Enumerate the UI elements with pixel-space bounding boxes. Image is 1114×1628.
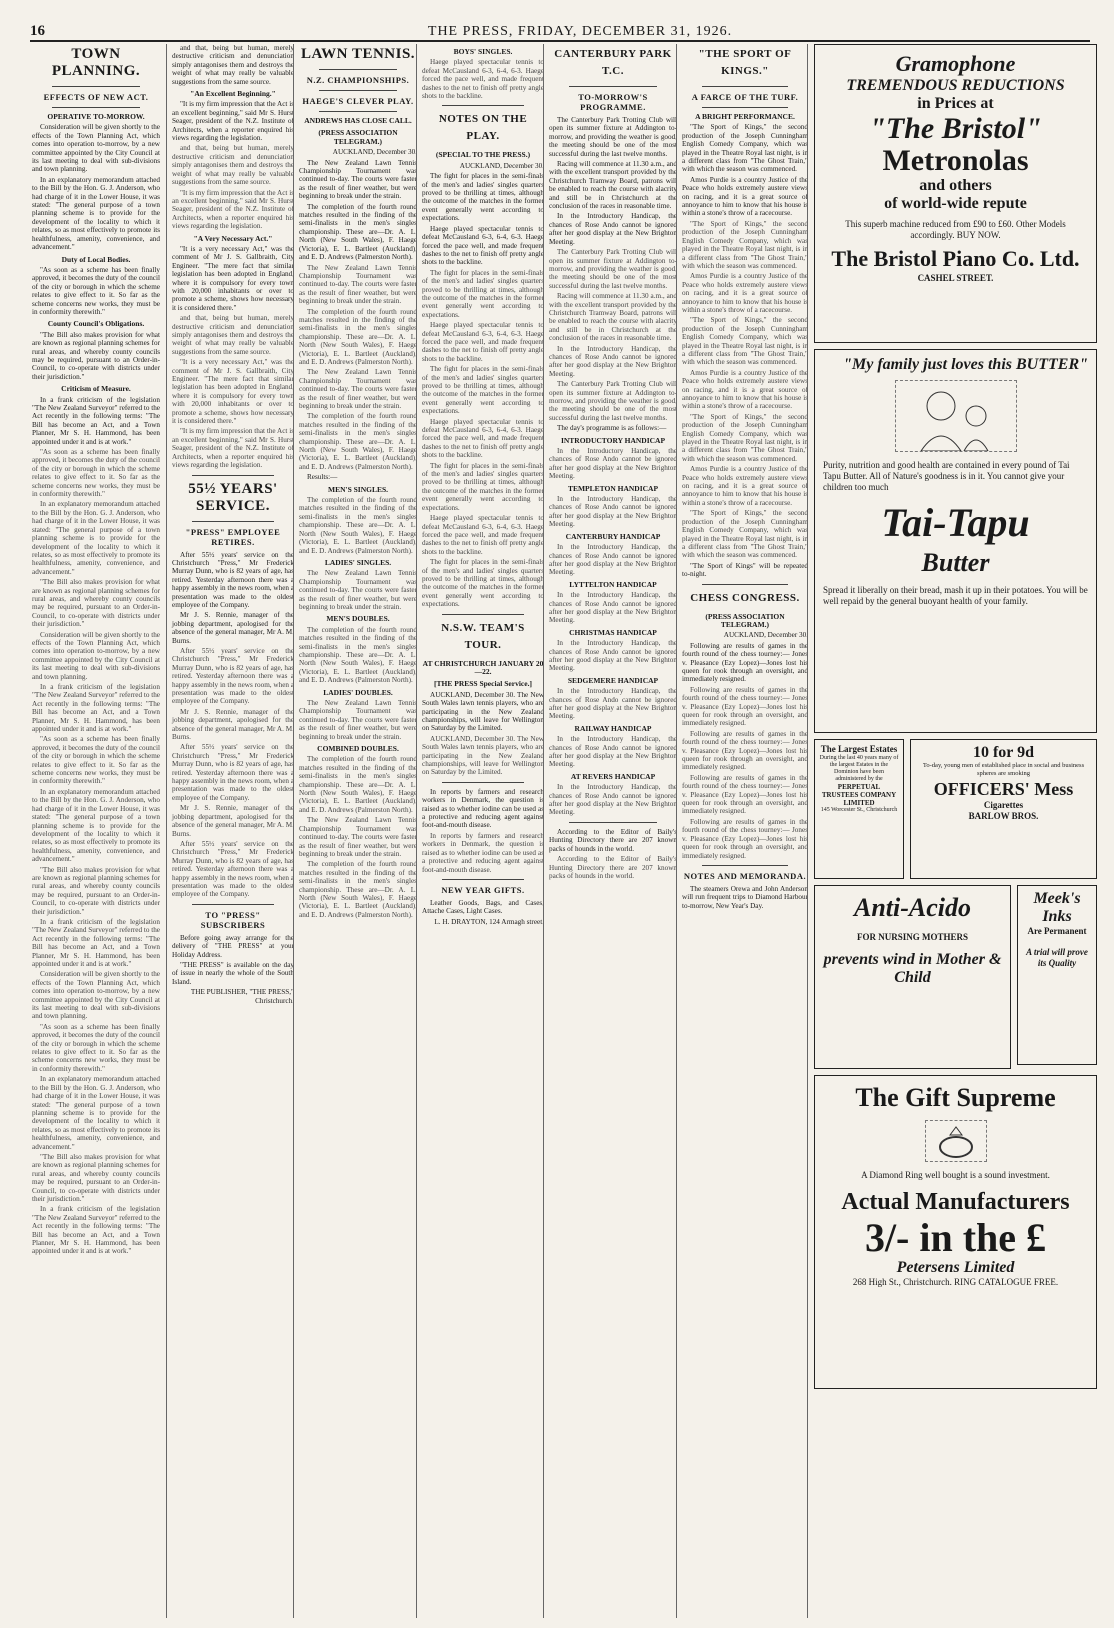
paragraph: and that, being but human, merely destructive criticism and denunciation simply antagonises them and destroys the weight of what may really be valuable suggestions from the same source. [172, 314, 294, 356]
paragraph: In a frank criticism of the legislation "The New Zealand Surveyor" referred to the Act recently in the following terms: "The Bill has become an Act, and a Town Planner, Mr S. H. Hammond, has been appointed under it and is at work." [32, 1205, 160, 1256]
paragraph: Haege played spectacular tennis to defeat McCausland 6-3, 6-4, 6-3. Haege forced the pace well, and made frequent dashes to the net to finish off pretty angle shots to the backline. [422, 514, 544, 556]
race-head: TEMPLETON HANDICAP [567, 483, 659, 493]
ad-address: CASHEL STREET. [917, 273, 994, 283]
address: L. H. DRAYTON, 124 Armagh street. [434, 917, 544, 926]
results-section: LADIES' SINGLES. [324, 557, 392, 567]
estates-ad [814, 739, 904, 879]
column-sport-of-kings [676, 44, 808, 1618]
race-head: SEDGEMERE HANDICAP [567, 675, 659, 685]
subhead: HAEGE'S CLEVER PLAY. [302, 96, 414, 106]
column-lawn-tennis [293, 44, 417, 1618]
notes-head: NOTES AND MEMORANDA. [683, 870, 807, 881]
paragraph: "The Sport of Kings," the second production of the Joseph Cunningham English Comedy Company, which was played in the Theatre Royal last night, is in a different class from "The Ghost Train," with which the season was commenced. [682, 219, 808, 270]
paragraph: Consideration will be given shortly to the effects of the Town Planning Act, which comes into operation to-morrow, by a new committee appointed by the City Council at its last meeting to deal with sub-divisions and town planning. [32, 970, 160, 1021]
tai-tapu-butter-ad [814, 349, 1097, 733]
paragraph: In the Introductory Handicap, the chances of Rose Ando cannot be ignored after her good display at the New Brighton Meeting. [549, 783, 677, 817]
paragraph: The completion of the fourth round matches resulted in the finding of the semi-finalists in the men's singles championship. These are—Dr. A. L. North (New South Wales), F. Haege (Victoria), E. L. Bartleet (Auckland), and E. D. Andrews (Palmerston North). [299, 625, 417, 685]
paragraph: "It is my firm impression that the Act is an excellent beginning," said Mr S. Hurst Seager, president of the N.Z. Institute of Architects, when a reporter enquired his views regarding the legislation. [172, 100, 294, 143]
column-town-planning [32, 44, 160, 1618]
dateline: AUCKLAND, December 30. [332, 148, 417, 157]
ad-address: 268 High St., Christchurch. RING CATALOGUE FREE. [852, 1277, 1059, 1288]
ad-brand: Tai-Tapu [881, 500, 1030, 546]
paragraph: "The Bill also makes provision for what are known as regional planning schemes for rural areas, and whereby county councils may be required, pursuant to an Order-in-Council, to co-operate with districts under their jurisdiction." [32, 865, 160, 916]
section-head: BOYS' SINGLES. [453, 47, 513, 56]
paragraph: "The Sport of Kings," the second production of the Joseph Cunningham English Comedy Company, which was played in the Theatre Royal last night, is in a different class from "The Ghost Train," with which the season was commenced. [682, 509, 808, 560]
paragraph: After 55½ years' service on the Christchurch "Press," Mr Frederick Murray Dunn, who is 82 years of age, has retired. Yesterday afternoon there was a happy assembly in the news room, when a presentation was made to the oldest employee of the Company. [172, 743, 294, 802]
paragraph: Racing will commence at 11.30 a.m., and with the excellent transport provided by the Christchurch Tramway Board, patrons will be enabled to reach the course with alacrity and still be in Christchurch at the conclusion of the races in reasonable time. [549, 160, 677, 211]
paragraph: In reports by farmers and research workers in Denmark, the question is raised as to whether iodine can be used as a protective and reducing agent against foot-and-mouth disease. [422, 787, 544, 830]
ad-text: prevents wind in Mother & Child [823, 951, 1002, 986]
paragraph: The completion of the fourth round matches resulted in the finding of the semi-finalists in the men's singles championship. These are—Dr. A. L. North (New South Wales), F. Haege (Victoria), E. L. Bartleet (Auckland), and E. D. Andrews (Palmerston North). [299, 412, 417, 471]
paragraph: Consideration will be given shortly to the effects of the Town Planning Act, which comes into operation to-morrow, by a new committee appointed by the City Council at its last meeting to deal with sub-divisions and town planning. [32, 123, 160, 174]
paragraph: The New Zealand Lawn Tennis Championship Tournament was continued to-day. The courts were faster as the result of finer weather, but were beginning to break under the strain. [299, 816, 417, 858]
paragraph: In the Introductory Handicap, the chances of Rose Ando cannot be ignored after her good display at the New Brighton Meeting. [549, 687, 677, 721]
ad-text: This superb machine reduced from £90 to £60. Other Models accordingly. BUY NOW. [845, 219, 1066, 240]
ad-company: The Bristol Piano Co. Ltd. [831, 246, 1080, 271]
column-town-planning-cont [166, 44, 294, 1618]
paragraph: Amos Purdie is a country Justice of the Peace who holds extremely austere views on racing, and it is a great source of annoyance to him to know that his house is within a stone's throw of a racecourse. [682, 272, 808, 314]
subhead: TO-MORROW'S PROGRAMME. [578, 92, 648, 112]
paragraph: In the Introductory Handicap, the chances of Rose Ando cannot be ignored after her good display at the New Brighton Meeting. [549, 212, 677, 246]
paragraph: The fight for places in the semi-finals of the men's and ladies' singles quarters proved to be thrilling at times, although the outcome of the matches in the former event generally went according to expectations. [422, 558, 544, 609]
paragraph: According to the Editor of Baily's Hunting Directory there are 207 known packs of hounds in the world. [549, 827, 677, 853]
section-head: Duty of Local Bodies. [61, 254, 131, 264]
paragraph: "It is my firm impression that the Act is an excellent beginning," said Mr S. Hurst Seager, president of the N.Z. Institute of Architects, when a reporter enquired his views regarding the legislation. [172, 427, 294, 470]
ad-title: The Largest Estates [820, 744, 898, 754]
race-head: RAILWAY HANDICAP [574, 723, 652, 733]
ad-text: To-day, young men of established place in social and business spheres are smoking [922, 762, 1085, 777]
headline: LAWN TENNIS. [300, 46, 416, 62]
paragraph: Amos Purdie is a country Justice of the Peace who holds extremely austere views on racing, and it is a great source of annoyance to him to know that his house is within a stone's throw of a racecourse. [682, 175, 808, 218]
headline: CANTERBURY PARK T.C. [554, 48, 672, 77]
paragraph: and that, being but human, merely destructive criticism and denunciation simply antagonises them and destroys the weight of what may really be valuable suggestions from the same source. [172, 44, 294, 86]
paragraph: Following are results of games in the fourth round of the chess tourney:— Jones v. Pleasance (Ezy Lopez)—Jones lost his queen for rook through an oversight, and immediately resigned. [682, 817, 808, 860]
paragraph: "The Sport of Kings," the second production of the Joseph Cunningham English Comedy Company, which was played in the Theatre Royal last night, is in a different class from "The Ghost Train," with which the season was commenced. [682, 316, 808, 367]
paragraph: The completion of the fourth round matches resulted in the finding of the semi-finalists in the men's singles championship. These are—Dr. A. L. North (New South Wales), F. Haege (Victoria), E. L. Bartleet (Auckland), and E. D. Andrews (Palmerston North). [299, 860, 417, 919]
race-head: LYTTELTON HANDICAP [569, 579, 657, 589]
paragraph: After 55½ years' service on the Christchurch "Press," Mr Frederick Murray Dunn, who is 82 years of age, has retired. Yesterday afternoon there was a happy assembly in the news room, when a presentation was made to the oldest employee of the Company. [172, 839, 294, 899]
ad-text: A trial will prove its Quality [1026, 947, 1088, 968]
paragraph: Amos Purdie is a country Justice of the Peace who holds extremely austere views on racing, and it is a great source of annoyance to him to know that his house is within a stone's throw of a racecourse. [682, 368, 808, 411]
paragraph: The Canterbury Park Trotting Club will open its summer fixture at Addington to-morrow, and providing the weather is good, the meeting should be one of the most successful during the last twelve months. [549, 116, 677, 158]
headline: "THE SPORT OF KINGS." [698, 48, 792, 77]
paragraph: In a frank criticism of the legislation "The New Zealand Surveyor" referred to the Act recently in the following terms: "The Bill has become an Act, and a Town Planner, Mr S. H. Hammond, has been appointed under it and is at work." [32, 395, 160, 446]
paragraph: In the Introductory Handicap, the chances of Rose Ando cannot be ignored after her good display at the New Brighton Meeting. [549, 495, 677, 529]
paragraph: In the Introductory Handicap, the chances of Rose Ando cannot be ignored after her good display at the New Brighton Meeting. [549, 735, 677, 769]
paragraph: The New Zealand Lawn Tennis Championship Tournament was continued to-day. The courts were faster as the result of finer weather, but were beginning to break under the strain. [299, 699, 417, 741]
paragraph: In the Introductory Handicap, the chances of Rose Ando cannot be ignored after her good display at the New Brighton Meeting. [549, 543, 677, 577]
ad-brand: OFFICERS' Mess [933, 779, 1074, 799]
race-head: AT REVERS HANDICAP [570, 771, 656, 781]
paragraph: Consideration will be given shortly to the effects of the Town Planning Act, which comes into operation to-morrow, by a new committee appointed by the City Council at its last meeting to deal with sub-divisions and town planning. [32, 630, 160, 681]
section-head: Criticism of Measure. [61, 384, 131, 394]
headline-nsw: N.S.W. TEAM'S TOUR. [441, 621, 525, 651]
column-canterbury-park [543, 44, 677, 1618]
date-line: THE PRESS, FRIDAY, DECEMBER 31, 1926. [427, 24, 733, 39]
paragraph: Haege played spectacular tennis to defeat McCausland 6-3, 6-4, 6-3. Haege forced the pace well, and made frequent dashes to the net to finish off pretty angle shots to the backline. [422, 417, 544, 460]
paragraph: "The Sport of Kings," the second production of the Joseph Cunningham English Comedy Company, which was played in the Theatre Royal last night, is in a different class from "The Ghost Train," with which the season was commenced. [682, 412, 808, 463]
ad-brand: Metronolas [882, 144, 1029, 177]
ad-line: and others [919, 177, 992, 194]
ad-title: The Gift Supreme [855, 1083, 1056, 1112]
ad-text: Purity, nutrition and good health are contained in every pound of Tai Tapu Butter. All of Nature's goodness is in it. You cannot give your children too much [823, 460, 1070, 493]
ad-company: BARLOW BROS. [968, 811, 1039, 821]
race-head: CANTERBURY HANDICAP [565, 531, 661, 541]
paragraph: AUCKLAND, December 30. The New South Wales lawn tennis players, who are participating in the New Zealand championships, will leave for Wellington on Saturday by the Limited. [422, 690, 544, 733]
paragraph: After 55½ years' service on the Christchurch "Press," Mr Frederick Murray Dunn, who is 82 years of age, has retired. Yesterday afternoon there was a happy assembly in the news room, when a presentation was made to the oldest employee of the Company. [172, 550, 294, 609]
paragraph: Mr J. S. Rennie, manager of the jobbing department, apologised for the absence of the general manager, Mr A. M. Burns. [172, 707, 294, 742]
column-notes-play [416, 44, 544, 1618]
ad-line: TREMENDOUS REDUCTIONS [846, 77, 1065, 94]
ad-caption: "My family just loves this BUTTER" [843, 356, 1088, 373]
paragraph: The completion of the fourth round matches resulted in the finding of the semi-finalists in the men's singles championship. These are—Dr. A. L. North (New South Wales), F. Haege (Victoria), E. L. Bartleet (Auckland), and E. D. Andrews (Palmerston North). [299, 202, 417, 262]
paragraph: "The Bill also makes provision for what are known as regional planning schemes for rural areas, and whereby county councils may be required, pursuant to an Order-in-Council, to co-operate with districts under their jurisdiction." [32, 1152, 160, 1203]
paragraph: In an explanatory memorandum attached to the Bill by the Hon. G. J. Anderson, who had charge of it in the Lower House, it was stated: "The general purpose of a town planning scheme is to provide for the development of the locality to which it relates, so as most effectively to promote its healthfulness, amenity, convenience, and advancement." [32, 175, 160, 252]
headline: TOWN PLANNING. [51, 46, 141, 79]
paragraph: According to the Editor of Baily's Hunting Directory there are 207 known packs of hounds in the world. [549, 855, 677, 880]
ad-text: During the last 40 years many of the largest Estates in the Dominion have been administered by the [819, 755, 899, 782]
paragraph: Haege played spectacular tennis to defeat McCausland 6-3, 6-4, 6-3. Haege forced the pace well, and made frequent dashes to the net to finish off pretty angle shots to the backline. [422, 224, 544, 267]
ad-text: FOR NURSING MOTHERS [856, 932, 968, 942]
paragraph: The fight for places in the semi-finals of the men's and ladies' singles quarters proved to be thrilling at times, although the outcome of the matches in the former event generally went according to expectations. [422, 268, 544, 319]
paragraph: The New Zealand Lawn Tennis Championship Tournament was continued to-day. The courts were faster as the result of finer weather, but were beginning to break under the strain. [299, 263, 417, 306]
meeks-inks-ad [1017, 885, 1097, 1065]
headline-service: 55½ YEARS' SERVICE. [188, 480, 278, 514]
ad-brand: Meek's Inks [1033, 890, 1081, 925]
results-section: MEN'S DOUBLES. [326, 614, 390, 624]
credit: (SPECIAL TO THE PRESS.) [435, 150, 531, 160]
ad-text: A Diamond Ring well bought is a sound investment. [861, 1170, 1050, 1181]
paragraph: "The Bill also makes provision for what are known as regional planning schemes for rural areas, and whereby county councils may be required, pursuant to an Order-in-Council, to co-operate with districts under their jurisdiction." [32, 578, 160, 629]
paragraph: In the Introductory Handicap, the chances of Rose Ando cannot be ignored after her good display at the New Brighton Meeting. [549, 639, 677, 673]
paragraph: Following are results of games in the fourth round of the chess tourney:— Jones v. Pleasance (Ezy Lopez)—Jones lost his queen for rook through an oversight, and immediately resigned. [682, 729, 808, 772]
results-section: MEN'S SINGLES. [327, 484, 389, 494]
paragraph: Amos Purdie is a country Justice of the Peace who holds extremely austere views on racing, and it is a great source of annoyance to him to know that his house is within a stone's throw of a racecourse. [682, 465, 808, 507]
paragraph: The fight for places in the semi-finals of the men's and ladies' singles quarters proved to be thrilling at times, although the outcome of the matches in the former event generally went according to expectations. [422, 172, 544, 223]
paragraph: Racing will commence at 11.30 a.m., and with the excellent transport provided by the Christchurch Tramway Board, patrons will be enabled to reach the course with alacrity and still be in Christchurch at the conclusion of the races in reasonable time. [549, 292, 677, 343]
ad-brand: "The Bristol" [869, 112, 1042, 145]
page-number: 16 [30, 23, 45, 39]
results-section: COMBINED DOUBLES. [317, 744, 399, 754]
ad-brand: Cigarettes [983, 800, 1024, 810]
subscribers-head: TO "PRESS" SUBSCRIBERS [200, 909, 266, 930]
signoff: THE PUBLISHER, "THE PRESS," Christchurch. [190, 988, 294, 1005]
paragraph: The New Zealand Lawn Tennis Championship Tournament was continued to-day. The courts were faster as the result of finer weather, but were beginning to break under the strain. [299, 368, 417, 410]
paragraph: Mr J. S. Rennie, manager of the jobbing department, apologised for the absence of the general manager, Mr A. M. Burns. [172, 611, 294, 645]
paragraph: Following are results of games in the fourth round of the chess tourney:— Jones v. Pleasance (Ezy Lopez)—Jones lost his queen for rook through an oversight, and immediately resigned. [682, 641, 808, 684]
subhead: N.Z. CHAMPIONSHIPS. [306, 75, 410, 85]
ad-price: 10 for 9d [972, 744, 1035, 761]
paragraph: The steamers Orewa and John Anderson will run frequent trips to Diamond Harbour to-morrow, New Year's Day. [682, 884, 808, 910]
subhead: A BRIGHT PERFORMANCE. [695, 112, 795, 121]
section-head: "A Very Necessary Act." [193, 233, 273, 243]
paragraph: In an explanatory memorandum attached to the Bill by the Hon. G. J. Anderson, who had charge of it in the Lower House, it was stated: "The general purpose of a town planning scheme is to provide for the development of the locality to which it relates, so as most effectively to promote its healthfulness, amenity, convenience, and advancement." [32, 1075, 160, 1151]
paragraph: The fight for places in the semi-finals of the men's and ladies' singles quarters proved to be thrilling at times, although the outcome of the matches in the former event generally went according to expectations. [422, 461, 544, 512]
ad-line: in Prices at [917, 95, 994, 112]
ad-text: Are Permanent [1027, 926, 1087, 936]
paragraph: "As soon as a scheme has been finally approved, it becomes the duty of the council of the city or borough in which the scheme relates to give effect to it. So far as the scheme concerns new works, they must be in conformity therewith." [32, 1022, 160, 1073]
paragraph: In the Introductory Handicap, the chances of Rose Ando cannot be ignored after her good display at the New Brighton Meeting. [549, 591, 677, 625]
paragraph: Following are results of games in the fourth round of the chess tourney:— Jones v. Pleasance (Ezy Lopez)—Jones lost his queen for rook through an oversight, and immediately resigned. [682, 773, 808, 816]
ad-brand: Anti-Acido [853, 893, 971, 922]
credit: [THE PRESS Special Service.] [434, 679, 532, 689]
results-head: Results:— [307, 473, 338, 482]
anti-acido-ad [814, 885, 1011, 1069]
paragraph: "It is a very necessary Act," was the comment of Mr J. S. Gallbraith, City Engineer. "The mere fact that similar legislation has been adopted in England, where it is compulsory for every town with 20,000 inhabitants or over to promote a scheme, shows how necessary it is considered there." [172, 244, 294, 312]
subhead: A FARCE OF THE TURF. [691, 92, 799, 102]
paragraph: "The Sport of Kings," the second production of the Joseph Cunningham English Comedy Company, which was played in the Theatre Royal last night, is in a different class from "The Ghost Train," with which the season was commenced. [682, 123, 808, 174]
subhead: EFFECTS OF NEW ACT. [43, 92, 149, 102]
paragraph: Haege played spectacular tennis to defeat McCausland 6-3, 6-4, 6-3. Haege forced the pace well, and made frequent dashes to the net to finish off pretty angle shots to the backline. [422, 58, 544, 101]
dateline: AUCKLAND, December 30. [459, 161, 544, 170]
paragraph: In an explanatory memorandum attached to the Bill by the Hon. G. J. Anderson, who had charge of it in the Lower House, it was stated: "The general purpose of a town planning scheme is to provide for the development of the locality to which it relates, so as most effectively to promote its healthfulness, amenity, convenience, and advancement." [32, 500, 160, 576]
diamond-ring-icon [925, 1120, 987, 1162]
ad-title: Gramophone [895, 51, 1016, 76]
officers-mess-ad [910, 739, 1097, 879]
gifts-head: NEW YEAR GIFTS. [441, 884, 525, 895]
masthead [30, 18, 1090, 42]
paragraph: In reports by farmers and research workers in Denmark, the question is raised as to whether iodine can be used as a protective and reducing agent against foot-and-mouth disease. [422, 831, 544, 874]
subhead-service: "PRESS" EMPLOYEE RETIRES. [185, 526, 281, 547]
credit: (PRESS ASSOCIATION TELEGRAM.) [318, 128, 398, 146]
paragraph: The Canterbury Park Trotting Club will open its summer fixture at Addington to-morrow, and providing the weather is good, the meeting should be one of the most successful during the last twelve months. [549, 248, 677, 290]
paragraph: The completion of the fourth round matches resulted in the finding of the semi-finalists in the men's singles championship. These are—Dr. A. L. North (New South Wales), F. Haege (Victoria), E. L. Bartleet (Auckland), and E. D. Andrews (Palmerston North). [299, 307, 417, 366]
ad-company: PERPETUAL TRUSTEES COMPANY LIMITED [821, 783, 897, 807]
paragraph: Mr J. S. Rennie, manager of the jobbing department, apologised for the absence of the general manager, Mr A. M. Burns. [172, 804, 294, 838]
ad-title: Actual Manufacturers [841, 1189, 1070, 1216]
paragraph: "THE PRESS" is available on the day of issue in nearly the whole of the South Island. [172, 960, 294, 986]
headline: NOTES ON THE PLAY. [438, 113, 528, 143]
credit: (PRESS ASSOCIATION TELEGRAM.) [705, 611, 785, 629]
dateline: AUCKLAND, December 30. [723, 631, 808, 640]
section-head: County Council's Obligations. [47, 319, 145, 329]
paragraph: "As soon as a scheme has been finally approved, it becomes the duty of the council of the city or borough in which the scheme relates to give effect to it. So far as the scheme concerns new works, they must be in conformity therewith." [32, 735, 160, 786]
paragraph: In a frank criticism of the legislation "The New Zealand Surveyor" referred to the Act recently in the following terms: "The Bill has become an Act, and a Town Planner, Mr S. H. Hammond, has been appointed under it and is at work." [32, 917, 160, 968]
paragraph: Leather Goods, Bags, and Cases, Attache Cases, Light Cases. [422, 898, 544, 916]
paragraph: "The Sport of Kings" will be repeated to-night. [682, 561, 808, 579]
paragraph: "The Bill also makes provision for what are known as regional planning schemes for rural areas, and whereby county councils may be required, pursuant to an Order-in-Council, to co-operate with districts under their jurisdiction." [32, 330, 160, 381]
ad-address: 145 Worcester St., Christchurch [820, 807, 898, 813]
section-head: "An Excellent Beginning." [190, 89, 276, 99]
subhead: ANDREWS HAS CLOSE CALL. [304, 116, 412, 125]
gift-supreme-ad [814, 1075, 1097, 1389]
advertisement-column [807, 44, 1097, 1618]
paragraph: "It is my firm impression that the Act is an excellent beginning," said Mr S. Hurst Seager, president of the N.Z. Institute of Architects, when a reporter enquired his views regarding the legislation. [172, 188, 294, 231]
paragraph: In the Introductory Handicap, the chances of Rose Ando cannot be ignored after her good display at the New Brighton Meeting. [549, 344, 677, 378]
headline-chess: CHESS CONGRESS. [690, 591, 800, 604]
race-head: CHRISTMAS HANDICAP [569, 627, 657, 637]
paragraph: AUCKLAND, December 30. The New South Wales lawn tennis players, who are participating in the New Zealand championships, will leave for Wellington on Saturday by the Limited. [422, 734, 544, 777]
paragraph: "It is a very necessary Act," was the comment of Mr J. S. Gallbraith, City Engineer. "The mere fact that similar legislation has been adopted in England, where it is compulsory for every town with 20,000 inhabitants or over to promote a scheme, shows how necessary it is considered there." [172, 358, 294, 426]
kicker: OPERATIVE TO-MORROW. [47, 112, 145, 121]
race-head: INTRODUCTORY HANDICAP [560, 435, 666, 445]
paragraph: The Canterbury Park Trotting Club will open its summer fixture at Addington to-morrow, and providing the weather is good, the meeting should be one of the most successful during the last twelve months. [549, 380, 677, 422]
ad-text: Spread it liberally on their bread, mash it up in their potatoes. You will be well repaid by the general buoyant health of your family. [823, 585, 1088, 607]
paragraph: The New Zealand Lawn Tennis Championship Tournament was continued to-day. The courts were faster as the result of finer weather, but were beginning to break under the strain. [299, 569, 417, 611]
mother-child-illustration [895, 380, 1017, 452]
ad-company: Petersens Limited [896, 1259, 1015, 1277]
paragraph: "As soon as a scheme has been finally approved, it becomes the duty of the council of the city or borough in which the scheme relates to give effect to it. So far as the scheme concerns new works, they must be in conformity therewith." [32, 265, 160, 316]
paragraph: The completion of the fourth round matches resulted in the finding of the semi-finalists in the men's singles championship. These are—Dr. A. L. North (New South Wales), F. Haege (Victoria), E. L. Bartleet (Auckland), and E. D. Andrews (Palmerston North). [299, 755, 417, 814]
paragraph: In a frank criticism of the legislation "The New Zealand Surveyor" referred to the Act recently in the following terms: "The Bill has become an Act, and a Town Planner, Mr S. H. Hammond, has been appointed under it and is at work." [32, 683, 160, 734]
subhead-nsw: AT CHRISTCHURCH JANUARY 20—22. [422, 658, 544, 676]
paragraph: Haege played spectacular tennis to defeat McCausland 6-3, 6-4, 6-3. Haege forced the pace well, and made frequent dashes to the net to finish off pretty angle shots to the backline. [422, 321, 544, 363]
results-section: LADIES' DOUBLES. [323, 687, 393, 697]
paragraph: In the Introductory Handicap, the chances of Rose Ando cannot be ignored after her good display at the New Brighton Meeting. [549, 447, 677, 481]
ad-price: 3/- in the £ [864, 1215, 1047, 1261]
paragraph: The completion of the fourth round matches resulted in the finding of the semi-finalists in the men's singles championship. These are—Dr. A. L. North (New South Wales), F. Haege (Victoria), E. L. Bartleet (Auckland), and E. D. Andrews (Palmerston North). [299, 496, 417, 555]
ad-line: of world-wide repute [884, 195, 1027, 212]
paragraph: The fight for places in the semi-finals of the men's and ladies' singles quarters proved to be thrilling at times, although the outcome of the matches in the former event generally went according to expectations. [422, 365, 544, 416]
ad-brand: Butter [921, 548, 990, 578]
paragraph: The New Zealand Lawn Tennis Championship Tournament was continued to-day. The courts were faster as the result of finer weather, but were beginning to break under the strain. [299, 158, 417, 201]
paragraph: "As soon as a scheme has been finally approved, it becomes the duty of the council of the city or borough in which the scheme relates to give effect to it. So far as the scheme concerns new works, they must be in conformity therewith." [32, 448, 160, 499]
paragraph: Before going away arrange for the delivery of "THE PRESS" at your Holiday Address. [172, 933, 294, 959]
gramophone-ad [814, 44, 1097, 343]
paragraph: After 55½ years' service on the Christchurch "Press," Mr Frederick Murray Dunn, who is 82 years of age, has retired. Yesterday afternoon there was a happy assembly in the news room, when a presentation was made to the oldest employee of the Company. [172, 646, 294, 706]
paragraph: The day's programme is as follows:— [557, 424, 667, 433]
paragraph: and that, being but human, merely destructive criticism and denunciation simply antagonises them and destroys the weight of what may really be valuable suggestions from the same source. [172, 144, 294, 187]
paragraph: In an explanatory memorandum attached to the Bill by the Hon. G. J. Anderson, who had charge of it in the Lower House, it was stated: "The general purpose of a town planning scheme is to provide for the development of the locality to which it relates, so as most effectively to promote its healthfulness, amenity, convenience, and advancement." [32, 787, 160, 864]
paragraph: Following are results of games in the fourth round of the chess tourney:— Jones v. Pleasance (Ezy Lopez)—Jones lost his queen for rook through an oversight, and immediately resigned. [682, 685, 808, 728]
